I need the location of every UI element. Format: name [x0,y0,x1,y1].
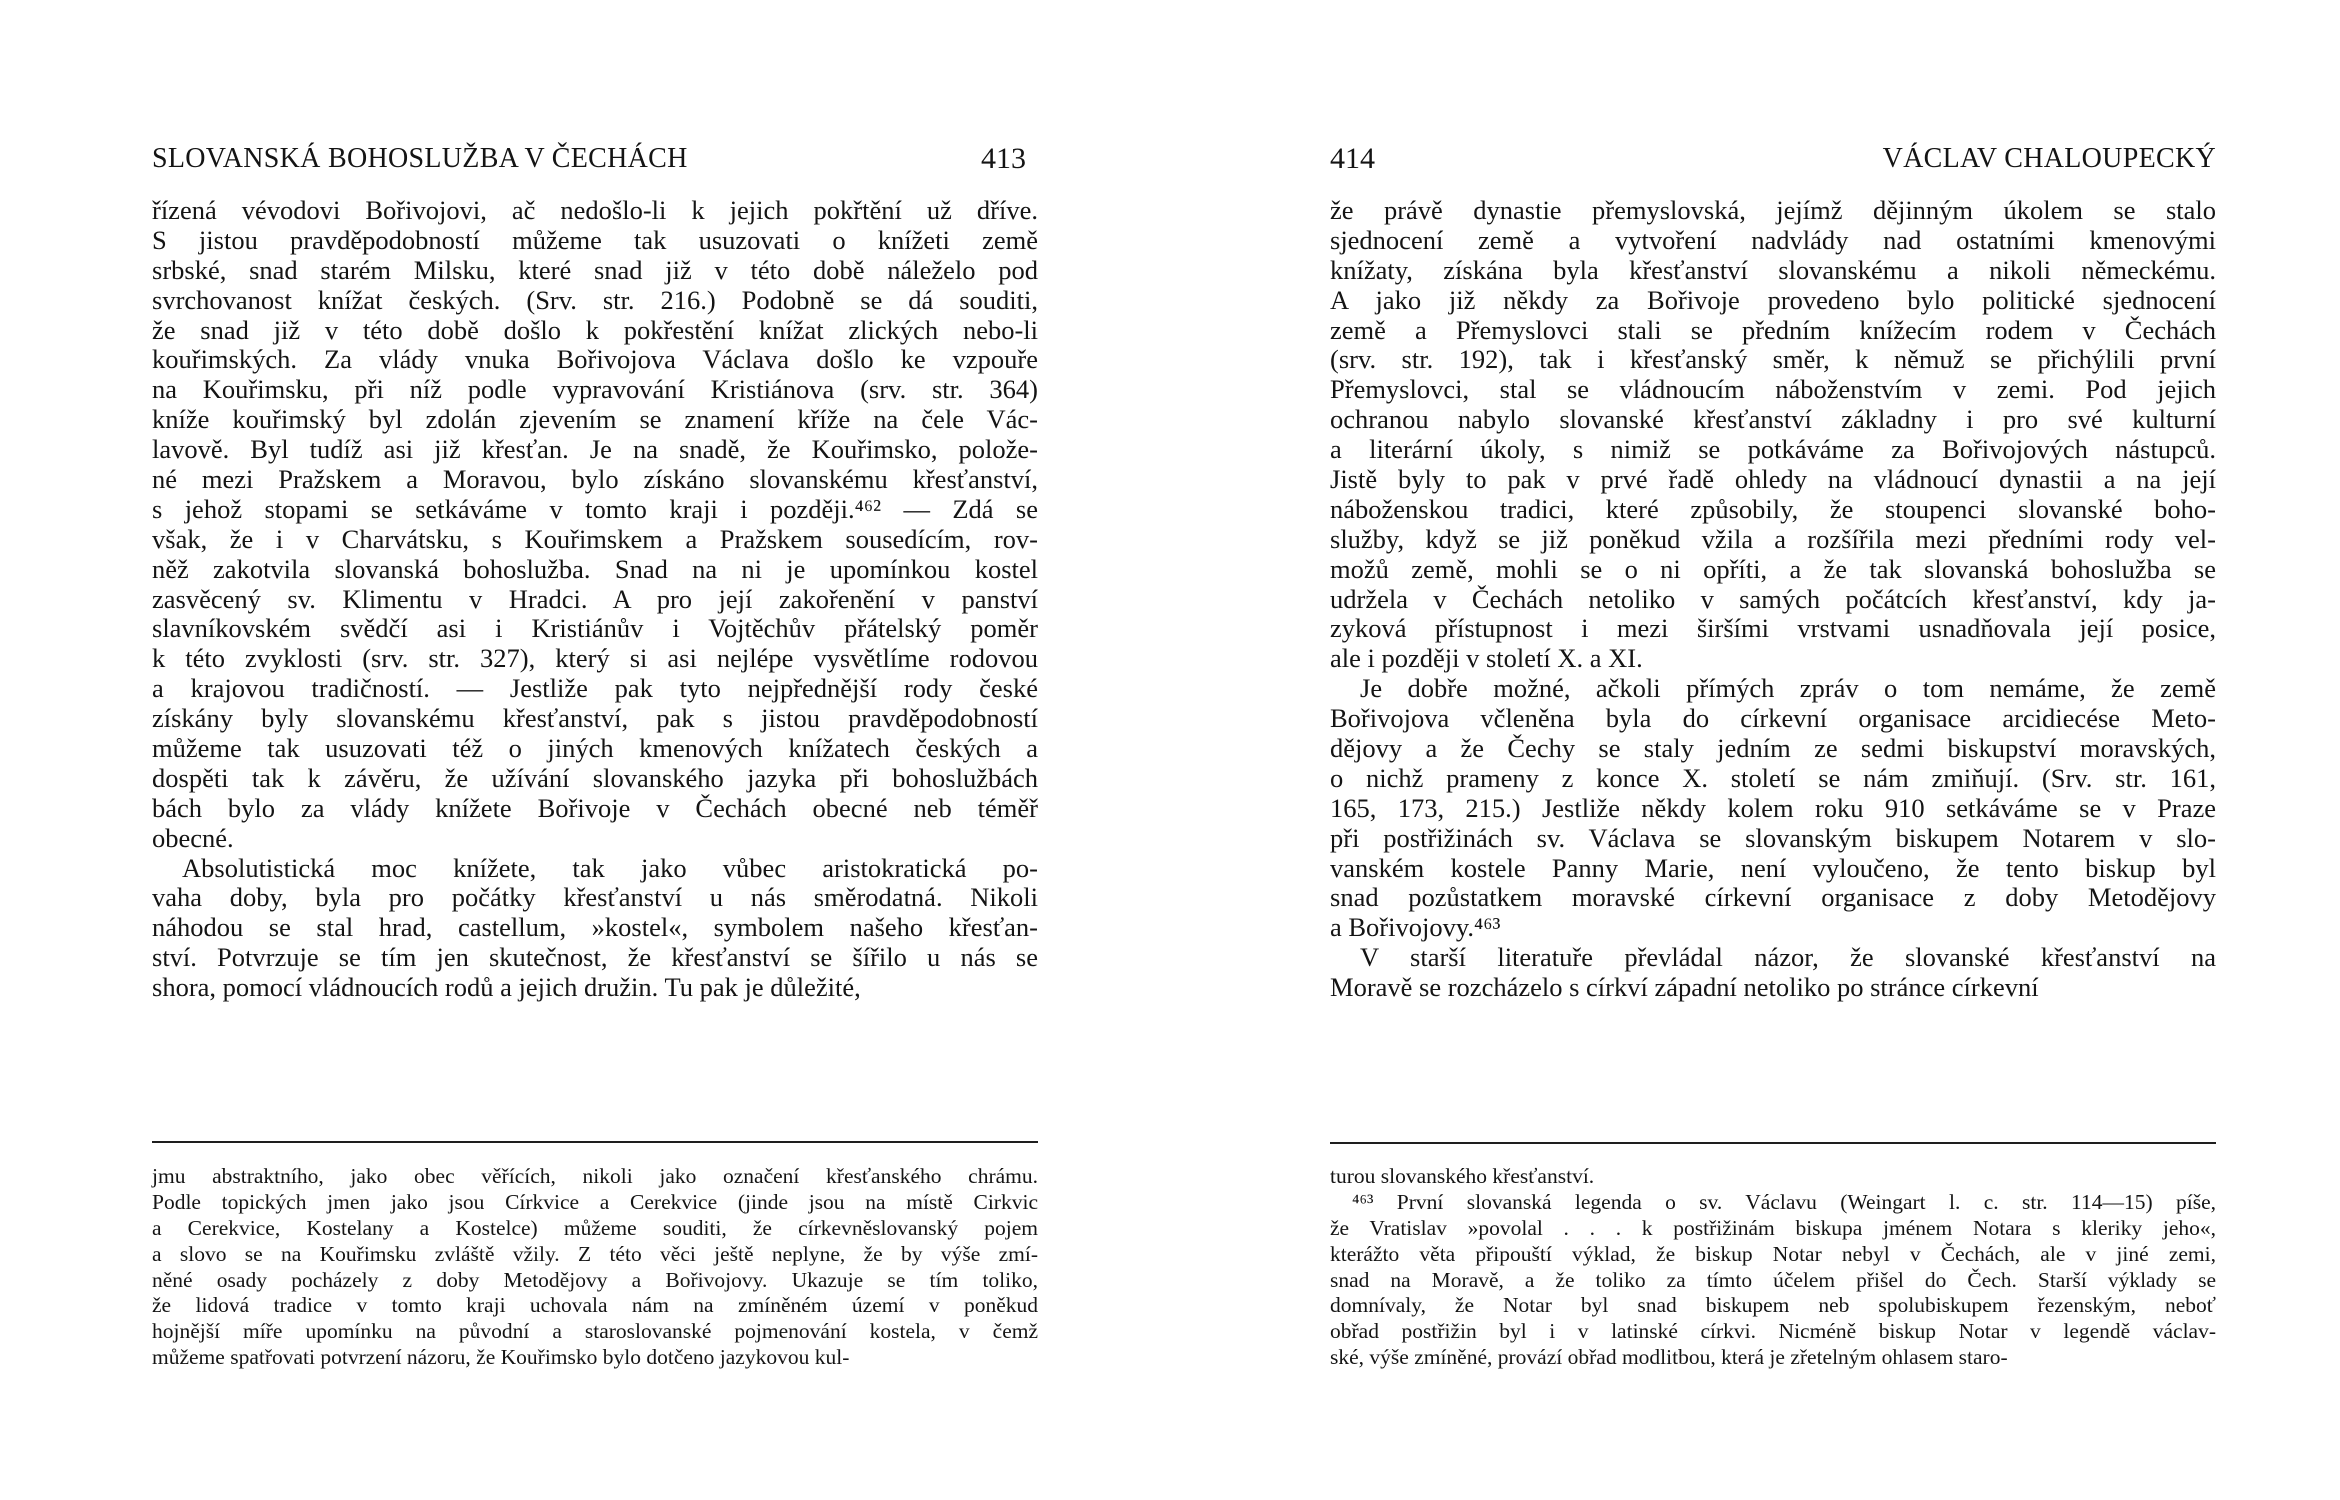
text-line: zyková přístupnost i mezi širšími vrstvami usnadňovala její posice, [1330,613,2216,644]
text-line: dějovy a že Čechy se staly jedním ze sedmi biskupství moravských, [1330,733,2216,764]
text-line: obecné. [152,822,234,853]
text-line: a Bořivojovy.⁴⁶³ [1330,912,1501,943]
page-number: 413 [981,142,1026,175]
text-line: 165, 173, 215.) Jestliže někdy kolem roku 910 setkáváme se v Praze [1330,792,2216,823]
page-number: 414 [1330,142,1375,175]
text-line: knížaty, získána byla křesťanství slovanskému a nikoli německému. [1330,254,2216,285]
footnote-line: můžeme spatřovati potvrzení názoru, že Kouřimsko bylo dotčeno jazykovou kul- [152,1345,850,1370]
text-line: při postřižinách sv. Václava se slovanským biskupem Notarem v slo- [1330,822,2216,853]
footnote-line: že Vratislav »povolal . . . k postřižinám biskupa jménem Notara s kleriky jeho«, [1330,1215,2216,1240]
text-line: lavově. Byl tudíž asi již křesťan. Je na snadě, že Kouřimsko, polože- [152,434,1038,465]
text-line: Absolutistická moc knížete, tak jako vůbec aristokratická po- [182,852,1038,883]
text-line: řízená vévodovi Bořivojovi, ač nedošlo-li k jejich pokřtění už dříve. [152,195,1038,225]
text-line: srbské, snad starém Milsku, které snad již v této době náleželo pod [152,254,1038,285]
text-line: že snad již v této době došlo k pokřestění knížat zlických nebo-li [152,314,1038,345]
text-line: můžeme tak usuzovati též o jiných kmenových knížatech českých a [152,733,1038,764]
footnote-line: Podle topických jmen jako jsou Církvice a Cerekvice (jinde jsou na místě Cirkvic [152,1189,1038,1214]
text-line: ale i později v století X. a XI. [1330,643,1643,674]
footnote-rule [1330,1142,2216,1144]
text-line: kníže kouřimský byl zdolán zjevením se znamení kříže na čele Vác- [152,404,1038,435]
text-line: služby, když se již poněkud vžila a rozšířila mezi předními rody vel- [1330,523,2216,554]
footnote-line: domnívaly, že Notar byl snad biskupem neb spolubiskupem řezenským, neboť [1330,1293,2216,1318]
text-line: Přemyslovci, stal se vládnoucím náboženstvím v zemi. Pod jejich [1330,374,2216,405]
text-line: Jistě byly to pak v prvé řadě ohledy na vládnoucí dynastii a na její [1330,464,2216,495]
text-line: vanském kostele Panny Marie, není vyloučeno, že tento biskup byl [1330,852,2216,883]
text-line: (srv. str. 192), tak i křesťanský směr, k němuž se přichýlili první [1330,344,2216,375]
text-line: ochranou nabylo slovanské křesťanství základny i pro své kulturní [1330,404,2216,435]
footnote-line: a slovo se na Kouřimsku zvláště vžily. Z této věci ještě neplyne, že by výše zmí- [152,1241,1038,1266]
text-line: snad pozůstatkem moravské církevní organisace z doby Metodějovy [1330,882,2216,913]
text-line: slavníkovském svědčí asi i Kristiánův i Vojtěchův přátelský poměr [152,613,1038,644]
text-line: s jehož stopami se setkáváme v tomto kraji i později.⁴⁶² — Zdá se [152,493,1038,524]
text-line: země a Přemyslovci stali se předním knížecím rodem v Čechách [1330,314,2216,345]
text-line: k této zvyklosti (srv. str. 327), který si asi nejlépe vysvětlíme rodovou [152,643,1038,674]
running-head [152,141,1038,177]
body-text [152,196,1038,1003]
text-line: že právě dynastie přemyslovská, jejímž dějinným úkolem se stalo [1330,195,2216,225]
text-line: S jistou pravděpodobností můžeme tak usuzovati o knížeti země [152,224,1038,255]
running-head-title: VÁCLAV CHALOUPECKÝ [1882,143,2216,174]
text-line: však, že i v Charvátsku, s Kouřimskem a Pražskem sousedícím, rov- [152,523,1038,554]
text-line: ství. Potvrzuje se tím jen skutečnost, že křesťanství se šířilo u nás se [152,942,1038,973]
text-line: udržela v Čechách netoliko v samých počátcích křesťanství, kdy ja- [1330,583,2216,614]
footnote-line: snad na Moravě, a že toliko za tímto účelem přišel do Čech. Starší výklady se [1330,1267,2216,1292]
text-line: náhodou se stal hrad, castellum, »kostel«, symbolem našeho křesťan- [152,912,1038,943]
footnote-line: ské, výše zmíněné, provází obřad modlitbou, která je zřetelným ohlasem staro- [1330,1345,2008,1370]
running-head [1330,141,2216,177]
footnote-line: a Cerekvice, Kostelany a Kostelce) můžeme souditi, že církevněslovanský pojem [152,1215,1038,1240]
footnote-line: že lidová tradice v tomto kraji uchovala nám na zmíněném území v poněkud [152,1293,1038,1318]
text-line: sjednocení země a vytvoření nadvlády nad ostatními kmenovými [1330,224,2216,255]
footnote-line: hojnější míře upomínku na původní a staroslovanské pojmenování kostela, v čemž [152,1319,1038,1344]
text-line: možů země, mohli se o ni opříti, a že tak slovanská bohoslužba se [1330,553,2216,584]
text-line: a krajovou tradičností. — Jestliže pak tyto nejpřednější rody české [152,673,1038,704]
text-line: vaha doby, byla pro počátky křesťanství u nás směrodatná. Nikoli [152,882,1038,913]
footnote-line: ⁴⁶³ První slovanská legenda o sv. Václavu (Weingart l. c. str. 114—15) píše, [1352,1189,2216,1214]
text-line: dospěti tak k závěru, že užívání slovanského jazyka při bohoslužbách [152,762,1038,793]
text-line: bách bylo za vlády knížete Bořivoje v Čechách obecné neb téměř [152,792,1038,823]
text-line: V starší literatuře převládal názor, že slovanské křesťanství na [1360,942,2216,973]
text-line: kouřimských. Za vlády vnuka Bořivojova Václava došlo ke vzpouře [152,344,1038,375]
text-line: zasvěcený sv. Klimentu v Hradci. A pro její zakořenění v panství [152,583,1038,614]
footnote-line: jmu abstraktního, jako obec věřících, nikoli jako označení křesťanského chrámu. [152,1164,1038,1188]
text-line: né mezi Pražskem a Moravou, bylo získáno slovanskému křesťanství, [152,464,1038,495]
text-line: A jako již někdy za Bořivoje provedeno bylo politické sjednocení [1330,284,2216,315]
running-head-title: SLOVANSKÁ BOHOSLUŽBA V ČECHÁCH [152,143,688,174]
footnote-line: obřad postřižin byl i v latinské církvi. Nicméně biskup Notar v legendě václav- [1330,1319,2216,1344]
footnotes [152,1164,1038,1371]
text-line: Bořivojova včleněna byla do církevní organisace arcidiecése Meto- [1330,703,2216,734]
text-line: Je dobře možné, ačkoli přímých zpráv o tom nemáme, že země [1360,673,2216,704]
text-line: náboženskou tradici, které způsobily, že stoupenci slovanské boho- [1330,493,2216,524]
text-line: shora, pomocí vládnoucích rodů a jejich družin. Tu pak je důležité, [152,972,861,1003]
text-line: o nichž prameny z konce X. století se nám zmiňují. (Srv. str. 161, [1330,762,2216,793]
text-line: Moravě se rozcházelo s církví západní netoliko po stránce církevní [1330,972,2039,1003]
footnote-line: turou slovanského křesťanství. [1330,1164,1595,1188]
text-line: na Kouřimsku, při níž podle vypravování Kristiánova (srv. str. 364) [152,374,1038,405]
footnote-line: kterážto věta připouští výklad, že biskup Notar nebyl v Čechách, ale v jiné zemi, [1330,1241,2216,1266]
footnotes [1330,1164,2216,1371]
text-line: něž zakotvila slovanská bohoslužba. Snad na ni je upomínkou kostel [152,553,1038,584]
footnote-rule [152,1141,1038,1143]
text-line: svrchovanost knížat českých. (Srv. str. 216.) Podobně se dá souditi, [152,284,1038,315]
text-line: a literární úkoly, s nimiž se potkáváme za Bořivojových nástupců. [1330,434,2216,465]
text-line: získány byly slovanskému křesťanství, pak s jistou pravděpodobností [152,703,1038,734]
footnote-line: něné osady pocházely z doby Metodějovy a Bořivojovy. Ukazuje se tím toliko, [152,1267,1038,1292]
body-text [1330,196,2216,1003]
